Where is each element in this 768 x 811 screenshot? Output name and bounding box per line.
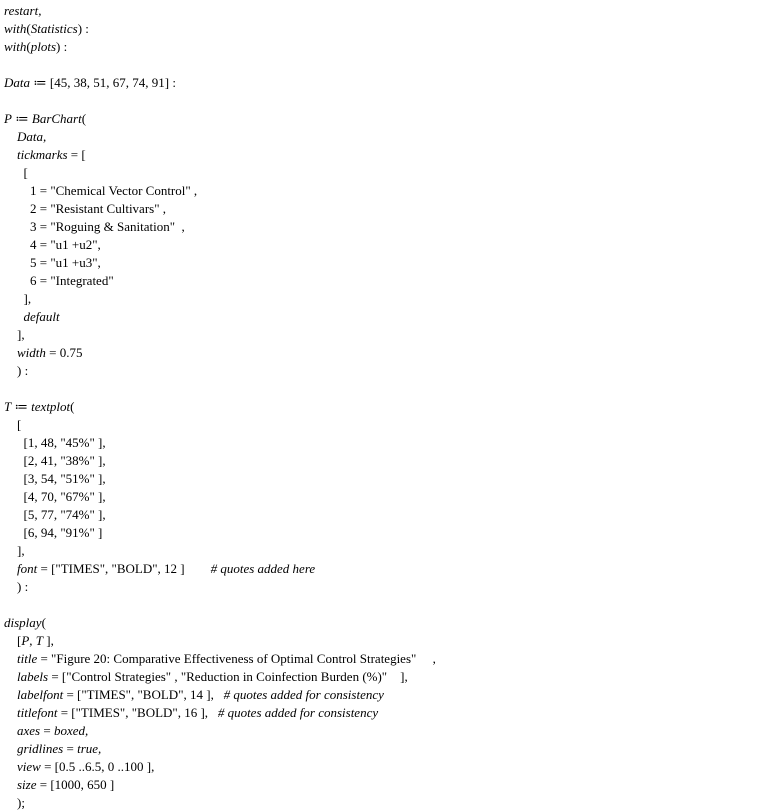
code-text: [4, 309, 24, 324]
code-text: (: [81, 111, 87, 126]
code-identifier: # quotes added here: [210, 561, 316, 576]
code-line[interactable]: [4, 741, 101, 757]
code-line[interactable]: [4, 543, 25, 559]
code-text: (: [26, 39, 31, 54]
code-identifier: titlefont: [17, 705, 58, 720]
code-line[interactable]: [4, 363, 28, 379]
code-text: ≔: [11, 399, 32, 414]
code-line[interactable]: [4, 129, 46, 145]
code-line[interactable]: [4, 759, 154, 775]
code-text: [: [4, 165, 28, 180]
code-identifier: Statistics: [30, 21, 78, 36]
code-identifier: display: [4, 615, 42, 630]
code-text: = 0.75: [45, 345, 83, 360]
code-text: [2, 41, "38%" ],: [4, 453, 106, 468]
code-line[interactable]: [4, 237, 101, 253]
code-text: [: [4, 417, 22, 432]
code-text: [4, 777, 17, 792]
code-text: ) :: [77, 21, 89, 36]
code-text: = ["TIMES", "BOLD", 12 ]: [37, 561, 211, 576]
code-identifier: title: [17, 651, 38, 666]
code-line[interactable]: [4, 507, 106, 523]
code-text: (: [70, 399, 75, 414]
code-line[interactable]: [4, 111, 86, 127]
code-identifier: Data: [4, 75, 30, 90]
code-text: [3, 54, "51%" ],: [4, 471, 106, 486]
code-text: [1, 48, "45%" ],: [4, 435, 106, 450]
code-text: [4, 129, 17, 144]
code-text: ≔: [11, 111, 32, 126]
code-text: ) :: [56, 39, 68, 54]
code-line[interactable]: [4, 633, 54, 649]
code-text: ,: [29, 633, 36, 648]
code-text: );: [4, 795, 25, 810]
code-line[interactable]: [4, 579, 28, 595]
code-text: [4, 561, 17, 576]
code-text: ],: [4, 291, 32, 306]
code-identifier: Data,: [17, 129, 47, 144]
code-line[interactable]: [4, 327, 25, 343]
code-text: 5 = "u1 +u3",: [4, 255, 101, 270]
code-identifier: tickmarks: [17, 147, 68, 162]
code-text: [4, 147, 17, 162]
code-text: 2 = "Resistant Cultivars" ,: [4, 201, 167, 216]
code-line[interactable]: [4, 723, 88, 739]
code-text: 6 = "Integrated": [4, 273, 114, 288]
code-line[interactable]: [4, 561, 315, 577]
code-line[interactable]: [4, 255, 101, 271]
code-text: [4, 687, 17, 702]
code-line[interactable]: [4, 453, 106, 469]
code-identifier: P: [21, 633, 30, 648]
code-text: [4, 705, 17, 720]
code-text: [4, 651, 17, 666]
code-line[interactable]: [4, 147, 86, 163]
code-identifier: axes: [17, 723, 41, 738]
code-text: ],: [43, 633, 54, 648]
code-text: [4, 70, "67%" ],: [4, 489, 106, 504]
code-text: [4, 345, 17, 360]
code-text: 4 = "u1 +u2",: [4, 237, 101, 252]
code-identifier: restart,: [4, 3, 42, 18]
code-line[interactable]: [4, 309, 60, 325]
code-identifier: # quotes added for consistency: [217, 705, 379, 720]
code-text: ],: [4, 543, 25, 558]
code-text: [5, 77, "74%" ],: [4, 507, 106, 522]
code-line[interactable]: [4, 489, 106, 505]
code-identifier: view: [17, 759, 41, 774]
code-identifier: T: [4, 399, 12, 414]
code-text: [4, 723, 17, 738]
code-identifier: textplot: [31, 399, 71, 414]
code-text: 1 = "Chemical Vector Control" ,: [4, 183, 198, 198]
code-text: = ["Control Strategies" , "Reduction in Coinfection Burden (%)" ],: [48, 669, 408, 684]
code-text: = [1000, 650 ]: [36, 777, 115, 792]
code-line[interactable]: [4, 219, 185, 235]
code-line[interactable]: [4, 687, 384, 703]
code-identifier: # quotes added for consistency: [223, 687, 384, 702]
code-identifier: labels: [17, 669, 49, 684]
code-line[interactable]: [4, 75, 176, 91]
code-text: (: [41, 615, 46, 630]
code-line[interactable]: [4, 417, 21, 433]
code-identifier: default: [23, 309, 60, 324]
code-identifier: size: [17, 777, 37, 792]
code-identifier: P: [4, 111, 12, 126]
code-text: = ["TIMES", "BOLD", 14 ],: [63, 687, 224, 702]
code-line[interactable]: [4, 705, 378, 721]
code-text: [4, 759, 17, 774]
code-line[interactable]: [4, 471, 106, 487]
code-identifier: T: [35, 633, 44, 648]
code-line[interactable]: [4, 165, 28, 181]
code-identifier: true,: [77, 741, 102, 756]
code-identifier: BarChart: [31, 111, 82, 126]
code-identifier: boxed,: [53, 723, 89, 738]
code-text: = ["TIMES", "BOLD", 16 ],: [57, 705, 218, 720]
code-identifier: font: [17, 561, 38, 576]
code-line[interactable]: [4, 291, 31, 307]
code-line[interactable]: [4, 795, 25, 811]
code-line[interactable]: [4, 435, 106, 451]
code-text: ) :: [4, 579, 29, 594]
code-line[interactable]: [4, 615, 46, 631]
code-text: (: [26, 21, 31, 36]
code-identifier: width: [17, 345, 46, 360]
code-text: =: [40, 723, 54, 738]
code-line[interactable]: [4, 273, 114, 289]
code-text: ) :: [4, 363, 29, 378]
code-text: [4, 669, 17, 684]
code-line[interactable]: [4, 777, 114, 793]
code-line[interactable]: [4, 345, 83, 361]
code-text: [6, 94, "91%" ]: [4, 525, 103, 540]
code-identifier: with: [4, 39, 27, 54]
code-text: = [: [67, 147, 86, 162]
code-text: = [0.5 ..6.5, 0 ..100 ],: [40, 759, 155, 774]
code-line[interactable]: [4, 651, 436, 667]
code-text: 3 = "Roguing & Sanitation" ,: [4, 219, 185, 234]
code-line[interactable]: [4, 201, 166, 217]
code-identifier: gridlines: [17, 741, 64, 756]
code-line[interactable]: [4, 669, 408, 685]
code-identifier: with: [4, 21, 27, 36]
code-line[interactable]: [4, 183, 197, 199]
code-text: =: [63, 741, 78, 756]
code-line[interactable]: [4, 3, 41, 19]
code-identifier: plots: [30, 39, 57, 54]
code-text: [4, 741, 17, 756]
code-line[interactable]: [4, 21, 89, 37]
code-line[interactable]: [4, 39, 67, 55]
code-text: = "Figure 20: Comparative Effectiveness of Optimal Control Strategies" ,: [37, 651, 436, 666]
code-identifier: labelfont: [17, 687, 64, 702]
code-text: ],: [4, 327, 25, 342]
code-text: [: [4, 633, 22, 648]
code-text: ≔ [45, 38, 51, 67, 74, 91] :: [30, 75, 176, 90]
code-line[interactable]: [4, 525, 102, 541]
code-line[interactable]: [4, 399, 75, 415]
